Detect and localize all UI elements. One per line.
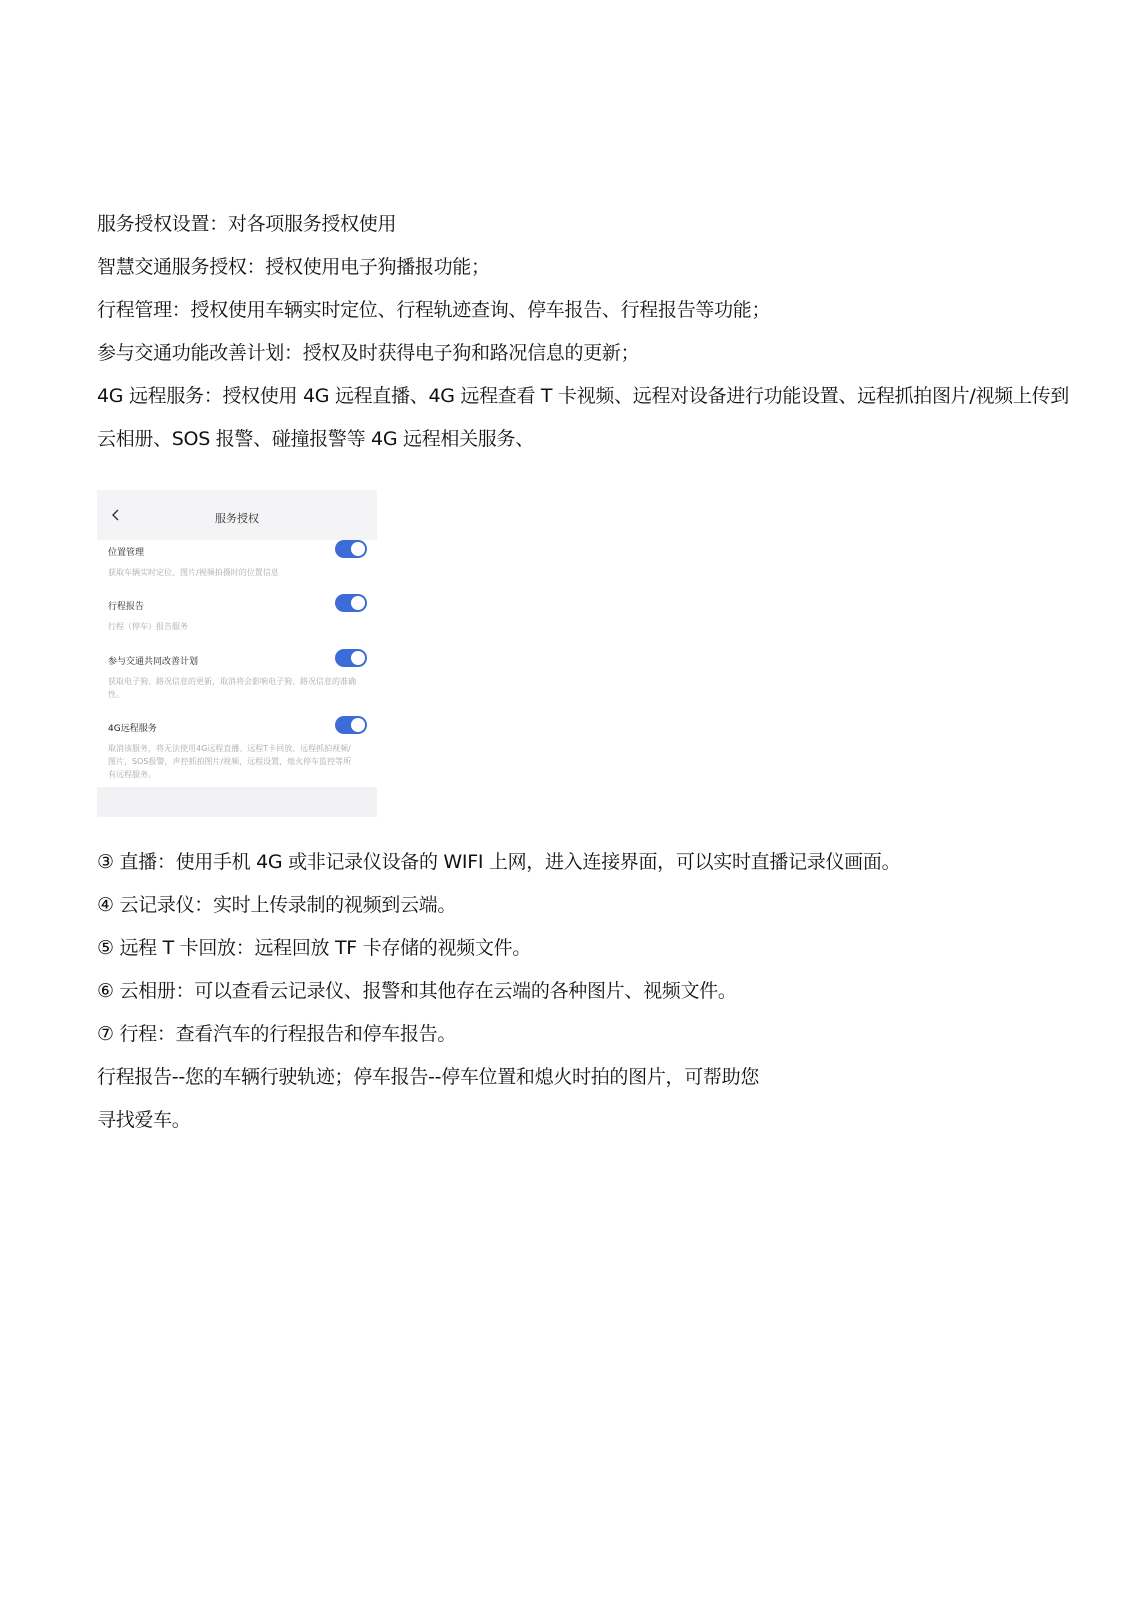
doc-line-smart-traffic: 智慧交通服务授权：授权使用电子狗播报功能； <box>97 256 490 278</box>
doc-line-trip: ⑦ 行程：查看汽车的行程报告和停车报告。 <box>97 1023 457 1045</box>
trip-report-toggle[interactable] <box>335 594 367 612</box>
setting-item-title: 4G远程服务 <box>108 724 157 734</box>
doc-line-cloud-recorder: ④ 云记录仪：实时上传录制的视频到云端。 <box>97 894 457 916</box>
doc-line-traffic-improvement: 参与交通功能改善计划：授权及时获得电子狗和路况信息的更新； <box>97 342 640 364</box>
setting-item-title: 位置管理 <box>108 548 145 558</box>
doc-line-service-authorization: 服务授权设置：对各项服务授权使用 <box>97 213 397 235</box>
setting-item-desc: 获取车辆实时定位、图片/视频拍摄时的位置信息 <box>108 568 279 577</box>
doc-line-trip-report-desc-cont: 寻找爱车。 <box>97 1109 191 1131</box>
location-toggle[interactable] <box>335 540 367 558</box>
doc-line-4g-remote-service-cont: 云相册、SOS 报警、碰撞报警等 4G 远程相关服务、 <box>97 428 534 450</box>
setting-item-desc: 行程（停车）报告服务 <box>108 622 188 631</box>
toggle-knob <box>351 651 365 665</box>
doc-line-cloud-album: ⑥ 云相册：可以查看云记录仪、报警和其他存在云端的各种图片、视频文件。 <box>97 980 737 1002</box>
doc-line-trip-management: 行程管理：授权使用车辆实时定位、行程轨迹查询、停车报告、行程报告等功能； <box>97 299 771 321</box>
screenshot-footer <box>97 787 377 817</box>
toggle-knob <box>351 596 365 610</box>
toggle-knob <box>351 718 365 732</box>
setting-item-title: 行程报告 <box>108 602 145 612</box>
setting-item-title: 参与交通共同改善计划 <box>108 657 199 667</box>
remote-4g-toggle[interactable] <box>335 716 367 734</box>
screenshot-title: 服务授权 <box>215 512 259 525</box>
traffic-plan-toggle[interactable] <box>335 649 367 667</box>
service-authorization-screenshot <box>97 490 377 817</box>
doc-line-remote-playback: ⑤ 远程 T 卡回放：远程回放 TF 卡存储的视频文件。 <box>97 937 531 959</box>
setting-item-desc: 获取电子狗、路况信息的更新，取消将会影响电子狗、路况信息的准确性。 <box>108 677 356 699</box>
setting-item-desc: 取消该服务，将无法使用4G远程直播、远程T卡回放、远程抓拍视频/图片，SOS报警，声控抓拍图片/视频，远程设置，熄火停车监控等所有远程服务。 <box>108 744 352 779</box>
toggle-knob <box>351 542 365 556</box>
doc-line-4g-remote-service: 4G 远程服务：授权使用 4G 远程直播、4G 远程查看 T 卡视频、远程对设备进行功能设置、远程抓拍图片/视频上传到 <box>97 385 1069 407</box>
doc-line-trip-report-desc: 行程报告--您的车辆行驶轨迹；停车报告--停车位置和熄火时拍的图片，可帮助您 <box>97 1066 760 1088</box>
doc-line-live-stream: ③ 直播：使用手机 4G 或非记录仪设备的 WIFI 上网，进入连接界面，可以实时直播记录仪画面。 <box>97 851 901 873</box>
screenshot-header <box>97 490 377 540</box>
